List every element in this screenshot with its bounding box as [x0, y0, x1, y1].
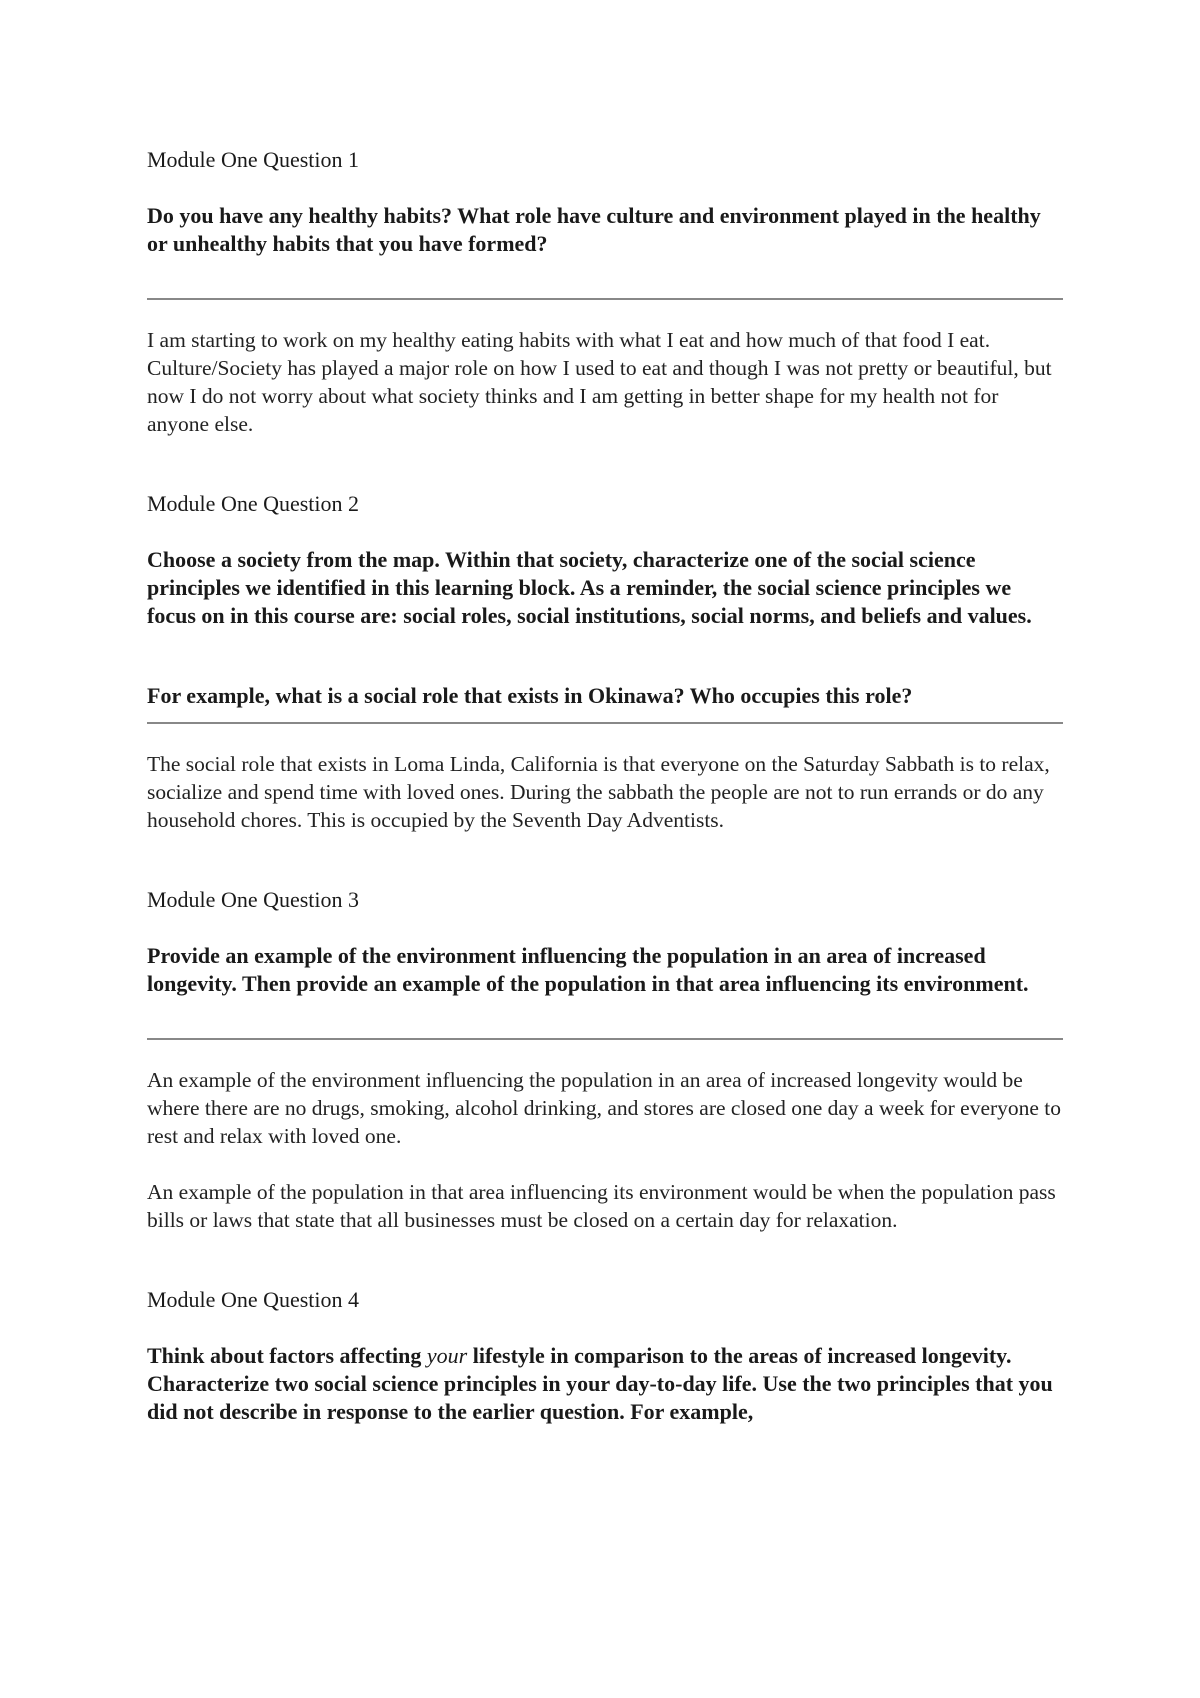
- question-3-answer-2: An example of the population in that area influencing its environment would be when the population pass bills or laws that state that all businesses must be closed on a certain day for relaxation.: [147, 1180, 1056, 1232]
- question-3-section: [147, 886, 1063, 1234]
- question-3-answer-1: An example of the environment influencing the population in an area of increased longevity would be where there are no drugs, smoking, alcohol drinking, and stores are closed one day a week for everyone to rest and relax with loved one.: [147, 1068, 1062, 1148]
- question-4-prompt-start: Think about factors affecting: [147, 1343, 427, 1368]
- question-2-answer: The social role that exists in Loma Linda, California is that everyone on the Saturday Sabbath is to relax, socialize and spend time with loved ones. During the sabbath the people are not to run errands or do any household chores. This is occupied by the Seventh Day Adventists.: [147, 752, 1050, 832]
- question-2-section: [147, 490, 1063, 834]
- question-1-answer: I am starting to work on my healthy eating habits with what I eat and how much of that food I eat. Culture/Society has played a major role on how I used to eat and though I was not pretty or beautiful, but now I do not worry about what society thinks and I am getting in better shape for my health not for anyone else.: [147, 328, 1052, 436]
- question-4-prompt: [147, 1342, 1063, 1426]
- question-2-heading: Module One Question 2: [147, 491, 360, 516]
- question-1-heading: Module One Question 1: [147, 147, 360, 172]
- question-1-section: [147, 146, 1063, 438]
- question-3-heading: Module One Question 3: [147, 887, 360, 912]
- question-4-heading: Module One Question 4: [147, 1287, 360, 1312]
- question-2-example-prompt: For example, what is a social role that exists in Okinawa? Who occupies this role?: [147, 683, 913, 708]
- question-3-prompt: Provide an example of the environment influencing the population in an area of increased longevity. Then provide an example of the population in that area influencing its environment.: [147, 943, 1029, 996]
- question-2-prompt: Choose a society from the map. Within that society, characterize one of the social science principles we identified in this learning block. As a reminder, the social science principles we focus on in this course are: social roles, social institutions, social norms, and beliefs and values.: [147, 547, 1032, 628]
- question-1-prompt: Do you have any healthy habits? What role have culture and environment played in the healthy or unhealthy habits that you have formed?: [147, 203, 1041, 256]
- question-4-prompt-emphasis: your: [426, 1343, 468, 1368]
- question-4-section: [147, 1286, 1063, 1426]
- document-page: [147, 146, 1063, 1426]
- question-4-prompt-rest: lifestyle in comparison to the areas of increased longevity. Characterize two social science principles in your day-to-day life. Use the two principles that you did not describe in response to the earlier question. For example,: [147, 1343, 1053, 1424]
